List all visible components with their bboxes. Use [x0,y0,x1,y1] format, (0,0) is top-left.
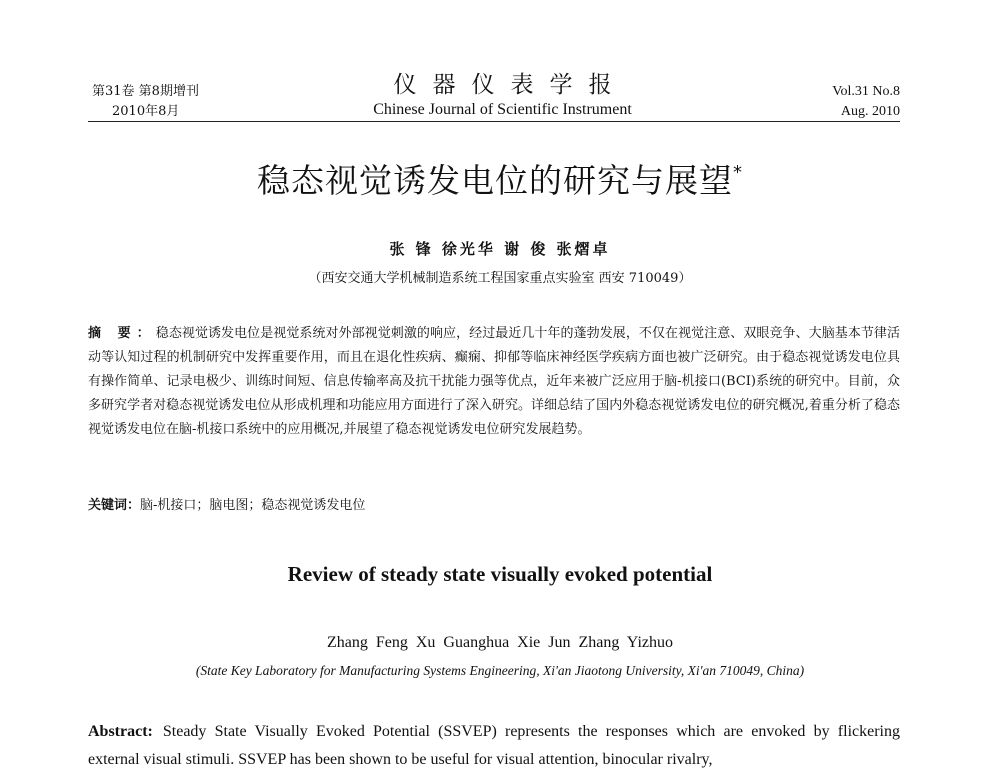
header-rule [88,121,900,122]
paper-title-en: Review of steady state visually evoked potential [287,562,713,586]
abstract-en-label: Abstract: [88,723,153,740]
running-header-right [832,82,900,122]
volume-issue: 第31卷 第8期增刊 [92,84,199,99]
authors-cn: 张 锋 徐光华 谢 俊 张熠卓 [389,240,611,258]
volume-en: Vol.31 No.8 [832,84,900,99]
running-header-center [330,70,675,120]
journal-name-en: Chinese Journal of Scientific Instrument [373,101,632,118]
affiliation-cn: （西安交通大学机械制造系统工程国家重点实验室 西安 710049） [308,271,692,286]
abstract-cn-text: 稳态视觉诱发电位是视觉系统对外部视觉刺激的响应，经过最近几十年的蓬勃发展，不仅在视觉注意、双眼竞争、大脑基本节律活动等认知过程的机制研究中发挥重要作用，而且在退化性疾病、癫痫、抑郁等临床神经医学疾病方面也被广泛研究。由于稳态视觉诱发电位具有操作简单、记录电极少、训练时间短、信息传输率高及抗干扰能力强等优点，近年来被广泛应用于脑-机接口(BCI)系统的研究中。目前，众多研究学者对稳态视觉诱发电位从形成机理和功能应用方面进行了深入研究。详细总结了国内外稳态视觉诱发电位的研究概况,着重分析了稳态视觉诱发电位在脑-机接口系统中的应用概况,并展望了稳态视觉诱发电位研究发展趋势。 [88,326,900,437]
abstract-cn [88,322,900,442]
title-cn-text: 稳态视觉诱发电位的研究与展望 [257,161,733,200]
running-header-left [92,82,199,122]
keywords-cn-label: 关键词： [88,498,141,513]
affiliation-en: (State Key Laboratory for Manufacturing Systems Engineering, Xi'an Jiaotong University, Xi'an 710049, China) [195,663,805,678]
title-footnote-mark: * [733,162,743,183]
keywords-cn-text: 脑-机接口；脑电图；稳态视觉诱发电位 [140,498,366,513]
keywords-cn [88,494,900,518]
abstract-en [88,718,900,774]
date-en: Aug. 2010 [840,104,900,119]
authors-en: Zhang Feng Xu Guanghua Xie Jun Zhang Yizhuo [326,634,673,651]
journal-name-cn: 仪器仪表学报 [393,72,628,98]
abstract-en-text: Steady State Visually Evoked Potential (SSVEP) represents the responses which are envoked by flickering external visual stimuli. SSVEP has been shown to be useful for visual attention, binocular rivalry, [88,723,900,768]
abstract-cn-label: 摘 要： [88,326,156,341]
paper-title-cn [0,152,1000,202]
date-cn: 2010年8月 [112,104,180,119]
